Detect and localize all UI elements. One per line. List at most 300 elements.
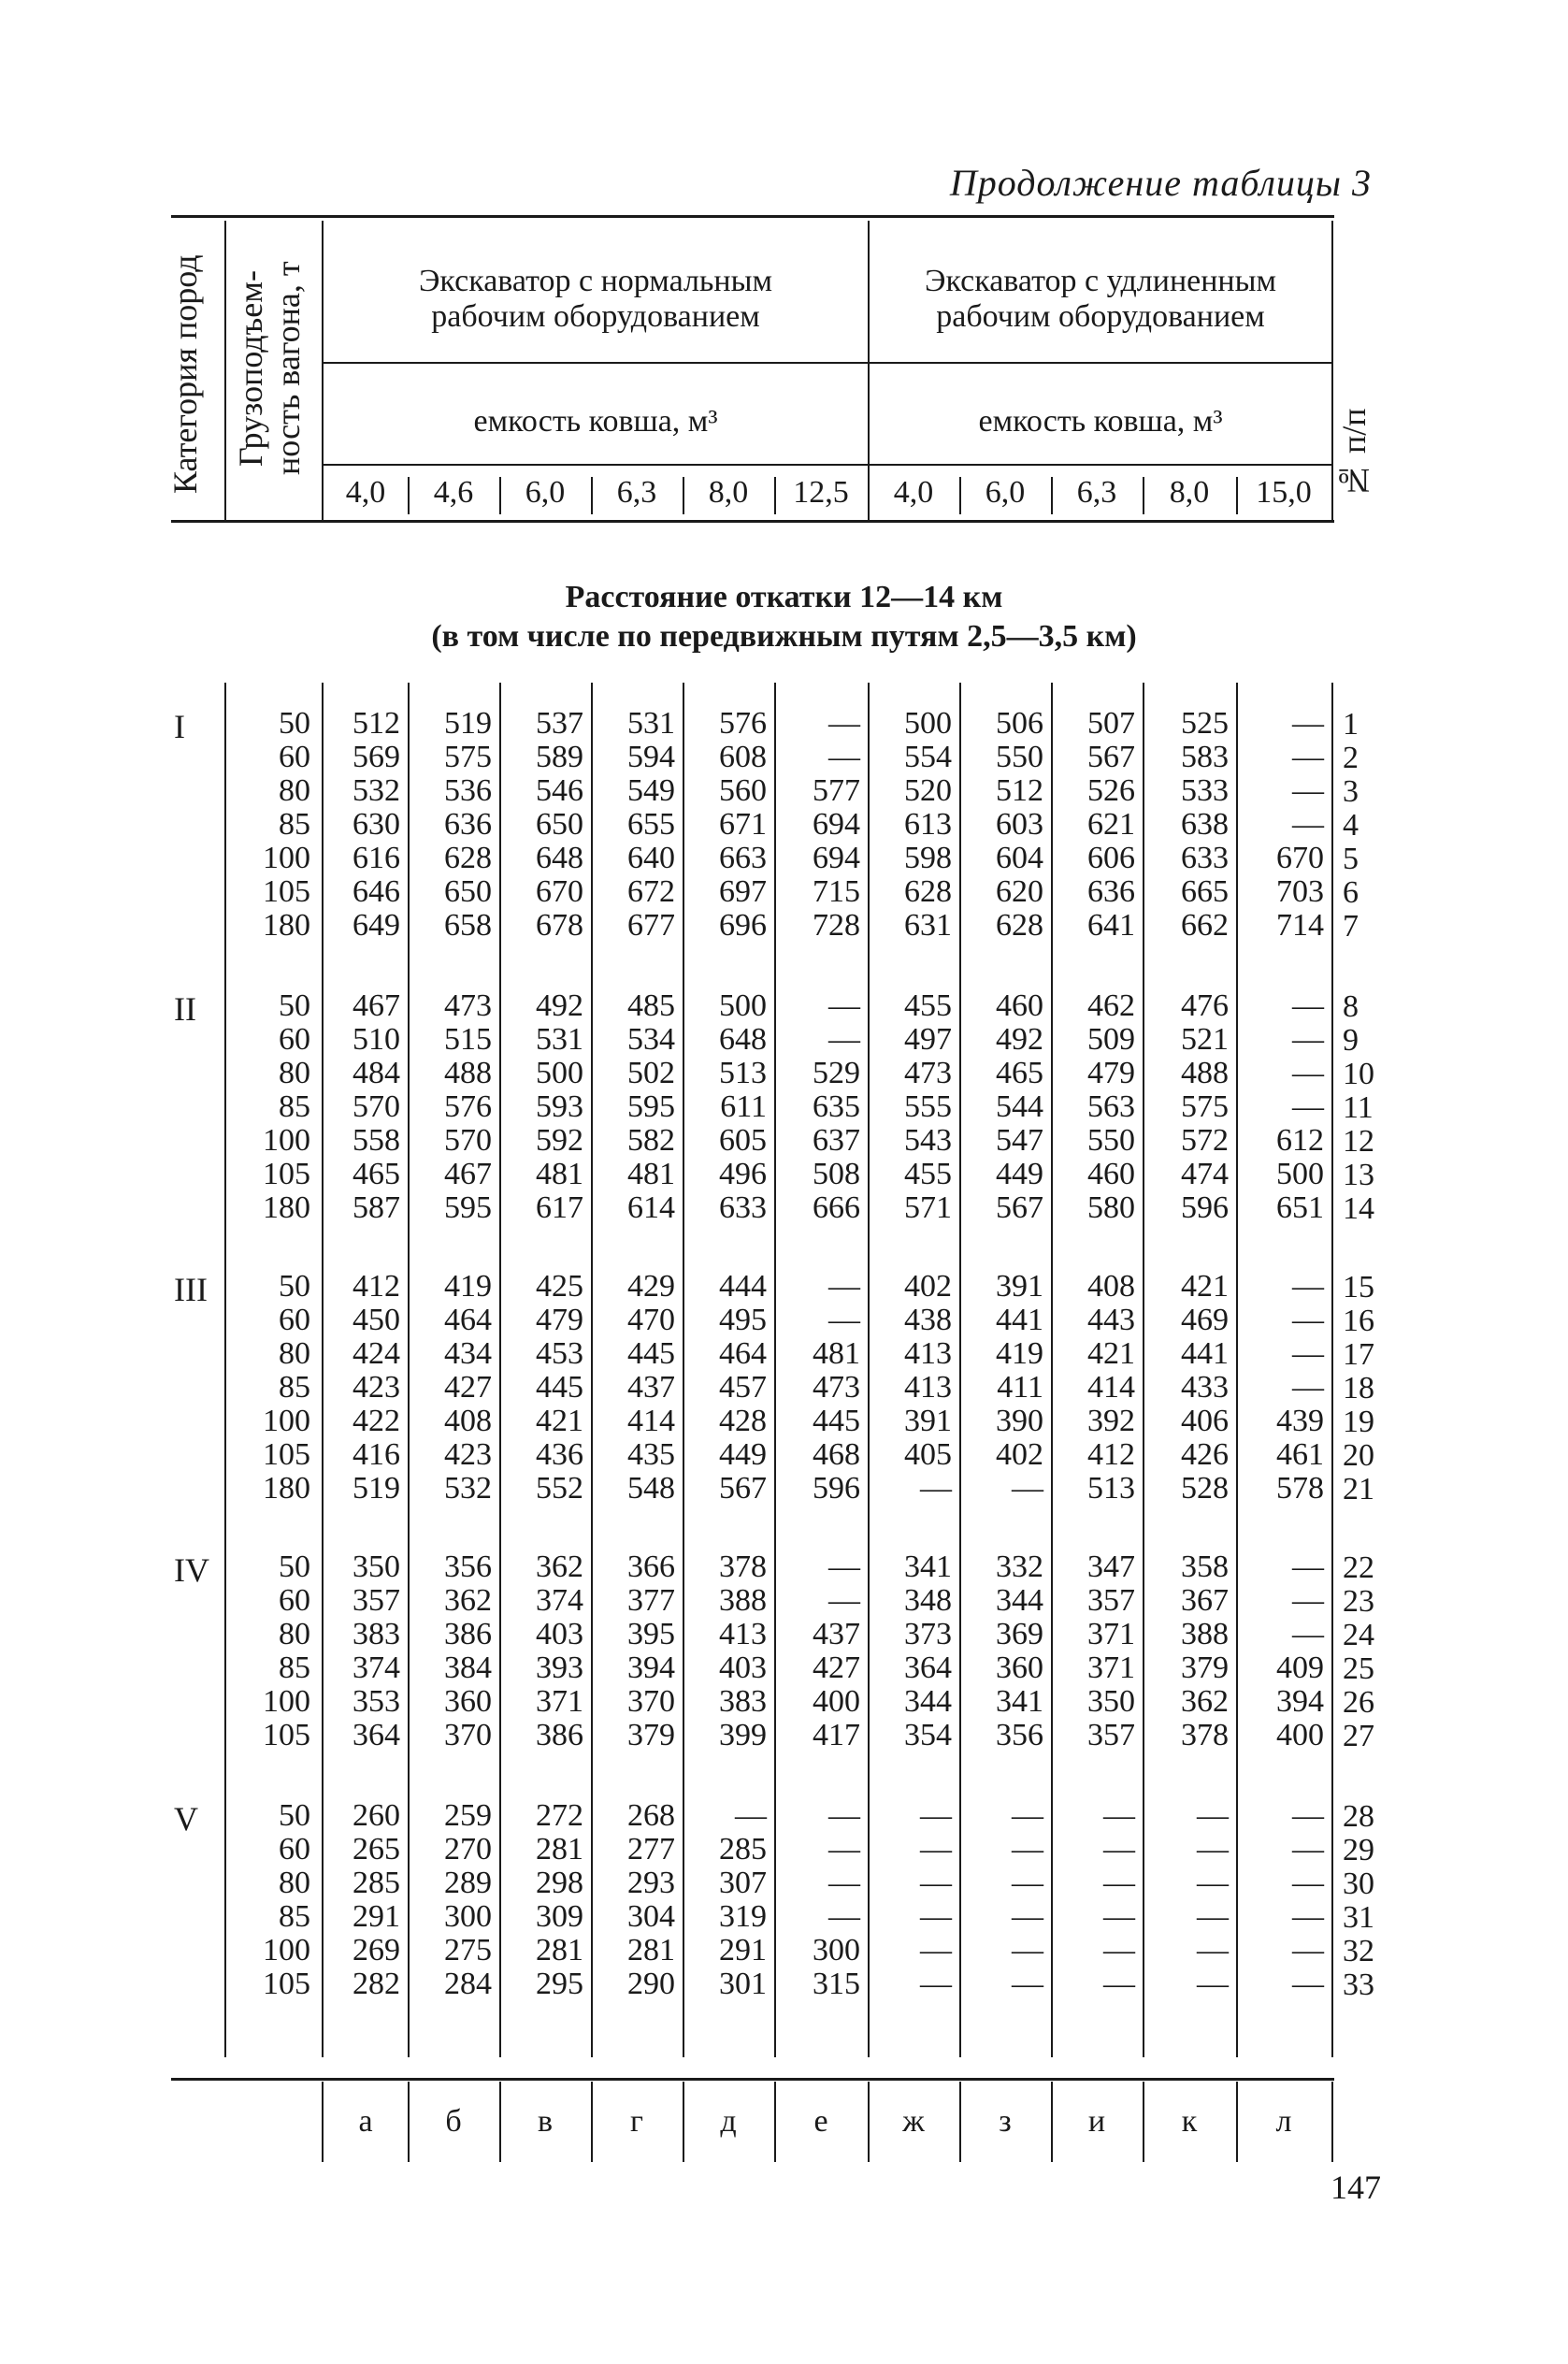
table-cell: 507 [1087, 706, 1135, 741]
table-cell: 577 [813, 773, 860, 808]
wagon-capacity: 100 [263, 1123, 310, 1158]
wagon-capacity: 50 [279, 706, 310, 741]
table-cell: 391 [996, 1269, 1043, 1304]
table-cell: — [1292, 1089, 1324, 1124]
table-cell: 358 [1181, 1550, 1229, 1584]
wagon-capacity: 50 [279, 1269, 310, 1304]
table-cell: — [1292, 773, 1324, 808]
wagon-capacity: 80 [279, 1866, 310, 1900]
table-cell: 295 [536, 1967, 583, 2001]
table-cell: 437 [627, 1370, 675, 1405]
table-cell: 362 [536, 1550, 583, 1584]
table-cell: 386 [536, 1718, 583, 1752]
table-cell: 694 [813, 807, 860, 842]
table-cell: 520 [904, 773, 952, 808]
table-cell: 519 [444, 706, 492, 741]
table-cell: 474 [1181, 1157, 1229, 1191]
table-cell: — [1197, 1899, 1229, 1934]
table-cell: 402 [904, 1269, 952, 1304]
table-cell: — [828, 740, 860, 774]
table-cell: 484 [352, 1056, 400, 1090]
wagon-capacity: 80 [279, 1336, 310, 1371]
table-cell: 531 [536, 1022, 583, 1057]
wagon-capacity: 50 [279, 1550, 310, 1584]
table-cell: 655 [627, 807, 675, 842]
table-cell: — [1292, 1617, 1324, 1651]
table-cell: 395 [627, 1617, 675, 1651]
table-cell: 379 [627, 1718, 675, 1752]
table-cell: 479 [536, 1303, 583, 1337]
table-cell: 400 [813, 1684, 860, 1719]
table-cell: 492 [536, 988, 583, 1023]
table-cell: 468 [813, 1437, 860, 1472]
rock-category: V [174, 1800, 198, 1838]
table-cell: 462 [1087, 988, 1135, 1023]
table-cell: 332 [996, 1550, 1043, 1584]
table-cell: 536 [444, 773, 492, 808]
column-letter: з [999, 2104, 1012, 2139]
row-number: 3 [1343, 774, 1359, 809]
table-cell: 677 [627, 908, 675, 943]
table-cell: 570 [352, 1089, 400, 1124]
table-cell: 479 [1087, 1056, 1135, 1090]
column-letter: д [720, 2104, 737, 2139]
table-cell: 457 [719, 1370, 767, 1405]
table-cell: 394 [627, 1650, 675, 1685]
table-cell: 531 [627, 706, 675, 741]
table-cell: 546 [536, 773, 583, 808]
table-cell: 544 [996, 1089, 1043, 1124]
table-cell: 606 [1087, 841, 1135, 875]
row-number: 27 [1343, 1719, 1374, 1753]
wagon-capacity: 105 [263, 1718, 310, 1752]
table-cell: — [1197, 1798, 1229, 1833]
table-cell: 651 [1276, 1190, 1324, 1225]
table-cell: 281 [536, 1933, 583, 1968]
table-cell: 694 [813, 841, 860, 875]
table-cell: 356 [444, 1550, 492, 1584]
wagon-capacity: 50 [279, 1798, 310, 1833]
table-cell: — [828, 1303, 860, 1337]
table-cell: 678 [536, 908, 583, 943]
size-separator [499, 477, 501, 514]
table-cell: — [1012, 1933, 1043, 1968]
table-cell: 592 [536, 1123, 583, 1158]
table-cell: 277 [627, 1832, 675, 1867]
table-cell: 383 [352, 1617, 400, 1651]
table-cell: 665 [1181, 874, 1229, 909]
table-cell: 636 [1087, 874, 1135, 909]
table-cell: 506 [996, 706, 1043, 741]
table-cell: 596 [813, 1471, 860, 1506]
table-cell: 589 [536, 740, 583, 774]
table-cell: 309 [536, 1899, 583, 1934]
table-cell: 319 [719, 1899, 767, 1934]
table-caption: Продолжение таблицы 3 [949, 162, 1372, 204]
table-cell: — [1012, 1866, 1043, 1900]
table-cell: 509 [1087, 1022, 1135, 1057]
table-cell: 569 [352, 740, 400, 774]
table-cell: 552 [536, 1471, 583, 1506]
table-cell: 391 [904, 1404, 952, 1438]
row-number: 19 [1343, 1405, 1374, 1439]
table-cell: — [920, 1798, 952, 1833]
table-cell: 390 [996, 1404, 1043, 1438]
table-cell: 575 [1181, 1089, 1229, 1124]
table-cell: 347 [1087, 1550, 1135, 1584]
column-letter: б [445, 2104, 462, 2139]
table-cell: 370 [627, 1684, 675, 1719]
table-cell: — [1292, 1899, 1324, 1934]
table-cell: — [1197, 1967, 1229, 2001]
table-cell: 419 [444, 1269, 492, 1304]
table-cell: — [920, 1967, 952, 2001]
footer-column-rule [1236, 2082, 1238, 2162]
table-cell: 379 [1181, 1650, 1229, 1685]
table-cell: 715 [813, 874, 860, 909]
table-cell: — [828, 706, 860, 741]
table-cell: 291 [719, 1933, 767, 1968]
table-cell: 560 [719, 773, 767, 808]
table-cell: — [1103, 1899, 1135, 1934]
size-separator [959, 477, 961, 514]
size-separator [774, 477, 776, 514]
header-divider [1331, 221, 1333, 520]
table-cell: — [1103, 1832, 1135, 1867]
table-cell: 533 [1181, 773, 1229, 808]
table-cell: 285 [719, 1832, 767, 1867]
table-cell: — [828, 1550, 860, 1584]
table-cell: 485 [627, 988, 675, 1023]
table-cell: 408 [444, 1404, 492, 1438]
row-number: 25 [1343, 1651, 1374, 1686]
bucket-top-rule [324, 362, 1331, 364]
table-cell: — [1292, 1022, 1324, 1057]
footer-rule [171, 2078, 1334, 2081]
footer-column-rule [1331, 2082, 1333, 2162]
table-cell: 526 [1087, 773, 1135, 808]
table-cell: 465 [352, 1157, 400, 1191]
table-cell: 265 [352, 1832, 400, 1867]
row-number: 33 [1343, 1968, 1374, 2002]
table-cell: 519 [352, 1471, 400, 1506]
table-cell: 567 [996, 1190, 1043, 1225]
rock-category: II [174, 990, 196, 1028]
table-cell: 537 [536, 706, 583, 741]
table-cell: 275 [444, 1933, 492, 1968]
wagon-capacity: 60 [279, 1022, 310, 1057]
table-cell: 611 [720, 1089, 767, 1124]
table-cell: 576 [444, 1089, 492, 1124]
table-cell: — [1292, 1933, 1324, 1968]
table-cell: — [1197, 1832, 1229, 1867]
column-letter: а [358, 2104, 373, 2139]
wagon-capacity: 180 [263, 908, 310, 943]
table-cell: — [828, 1583, 860, 1618]
table-cell: 383 [719, 1684, 767, 1719]
table-cell: 424 [352, 1336, 400, 1371]
table-cell: 543 [904, 1123, 952, 1158]
table-cell: 364 [904, 1650, 952, 1685]
table-cell: 697 [719, 874, 767, 909]
table-cell: 670 [1276, 841, 1324, 875]
table-cell: 392 [1087, 1404, 1135, 1438]
table-cell: 386 [444, 1617, 492, 1651]
table-cell: 260 [352, 1798, 400, 1833]
table-cell: 406 [1181, 1404, 1229, 1438]
table-cell: 473 [904, 1056, 952, 1090]
bucket-size-label: 6,3 [1076, 475, 1117, 510]
table-cell: 350 [352, 1550, 400, 1584]
table-cell: 604 [996, 841, 1043, 875]
table-cell: 488 [1181, 1056, 1229, 1090]
table-cell: 444 [719, 1269, 767, 1304]
row-number: 5 [1343, 842, 1359, 876]
footer-column-rule [1051, 2082, 1053, 2162]
table-cell: — [920, 1933, 952, 1968]
table-cell: 641 [1087, 908, 1135, 943]
table-cell: 593 [536, 1089, 583, 1124]
table-cell: 435 [627, 1437, 675, 1472]
table-cell: — [1103, 1866, 1135, 1900]
table-cell: — [1292, 988, 1324, 1023]
row-number: 2 [1343, 741, 1359, 775]
table-cell: 416 [352, 1437, 400, 1472]
table-cell: 513 [719, 1056, 767, 1090]
wagon-capacity: 85 [279, 807, 310, 842]
row-number: 16 [1343, 1304, 1374, 1338]
table-cell: — [1012, 1832, 1043, 1867]
table-cell: 467 [352, 988, 400, 1023]
table-cell: 496 [719, 1157, 767, 1191]
table-cell: 445 [813, 1404, 860, 1438]
col-capacity-header: Грузоподъем- ность вагона, т [232, 261, 307, 476]
table-cell: 411 [997, 1370, 1043, 1405]
table-cell: 649 [352, 908, 400, 943]
table-cell: 421 [1087, 1336, 1135, 1371]
table-cell: 534 [627, 1022, 675, 1057]
wagon-capacity: 85 [279, 1650, 310, 1685]
table-cell: — [1012, 1798, 1043, 1833]
column-letter: к [1181, 2104, 1198, 2139]
table-cell: 614 [627, 1190, 675, 1225]
table-cell: 371 [1087, 1650, 1135, 1685]
table-cell: 662 [1181, 908, 1229, 943]
table-cell: 515 [444, 1022, 492, 1057]
table-cell: 628 [444, 841, 492, 875]
table-cell: 356 [996, 1718, 1043, 1752]
table-cell: 378 [719, 1550, 767, 1584]
table-cell: 640 [627, 841, 675, 875]
table-cell: 269 [352, 1933, 400, 1968]
row-number: 28 [1343, 1799, 1374, 1834]
table-cell: 548 [627, 1471, 675, 1506]
table-cell: 300 [813, 1933, 860, 1968]
section-title-line: Расстояние откатки 12—14 км [565, 580, 1003, 614]
table-cell: 388 [719, 1583, 767, 1618]
table-cell: 427 [444, 1370, 492, 1405]
table-cell: — [920, 1866, 952, 1900]
table-cell: 408 [1087, 1269, 1135, 1304]
table-cell: 429 [627, 1269, 675, 1304]
table-cell: 500 [904, 706, 952, 741]
rock-category: III [174, 1271, 208, 1308]
row-number: 31 [1343, 1900, 1374, 1935]
row-number: 24 [1343, 1618, 1374, 1652]
wagon-capacity: 105 [263, 874, 310, 909]
table-cell: 450 [352, 1303, 400, 1337]
table-cell: 513 [1087, 1471, 1135, 1506]
table-cell: 666 [813, 1190, 860, 1225]
table-cell: 374 [352, 1650, 400, 1685]
column-letter: в [537, 2104, 554, 2139]
table-cell: 423 [444, 1437, 492, 1472]
table-cell: 341 [904, 1550, 952, 1584]
table-cell: 357 [1087, 1583, 1135, 1618]
table-cell: — [1292, 1798, 1324, 1833]
table-cell: 500 [719, 988, 767, 1023]
table-cell: 436 [536, 1437, 583, 1472]
table-cell: 403 [719, 1650, 767, 1685]
table-cell: 402 [996, 1437, 1043, 1472]
table-cell: 672 [627, 874, 675, 909]
table-cell: 598 [904, 841, 952, 875]
table-cell: 558 [352, 1123, 400, 1158]
table-cell: 481 [536, 1157, 583, 1191]
table-cell: 464 [444, 1303, 492, 1337]
size-separator [1051, 477, 1053, 514]
table-cell: 289 [444, 1866, 492, 1900]
table-cell: 341 [996, 1684, 1043, 1719]
wagon-capacity: 85 [279, 1899, 310, 1934]
row-number: 14 [1343, 1191, 1374, 1226]
table-cell: — [1292, 1550, 1324, 1584]
row-number: 1 [1343, 707, 1359, 742]
table-cell: 550 [1087, 1123, 1135, 1158]
table-cell: 512 [996, 773, 1043, 808]
table-cell: 637 [813, 1123, 860, 1158]
table-cell: 455 [904, 988, 952, 1023]
row-number: 6 [1343, 875, 1359, 910]
table-cell: 648 [536, 841, 583, 875]
table-cell: 403 [536, 1617, 583, 1651]
table-cell: 492 [996, 1022, 1043, 1057]
footer-column-rule [683, 2082, 684, 2162]
table-cell: 563 [1087, 1089, 1135, 1124]
wagon-capacity: 180 [263, 1190, 310, 1225]
table-cell: 476 [1181, 988, 1229, 1023]
table-cell: 575 [444, 740, 492, 774]
wagon-capacity: 100 [263, 1933, 310, 1968]
sizes-top-rule [324, 464, 1331, 466]
header-divider [224, 221, 226, 520]
table-cell: 502 [627, 1056, 675, 1090]
table-cell: 421 [536, 1404, 583, 1438]
table-cell: 291 [352, 1899, 400, 1934]
table-cell: — [920, 1899, 952, 1934]
table-cell: 512 [352, 706, 400, 741]
row-number: 12 [1343, 1124, 1374, 1159]
table-cell: 620 [996, 874, 1043, 909]
table-cell: 413 [904, 1336, 952, 1371]
table-cell: 650 [444, 874, 492, 909]
table-cell: 433 [1181, 1370, 1229, 1405]
table-cell: 377 [627, 1583, 675, 1618]
table-cell: 417 [813, 1718, 860, 1752]
table-cell: 508 [813, 1157, 860, 1191]
table-cell: 353 [352, 1684, 400, 1719]
table-cell: 567 [719, 1471, 767, 1506]
table-cell: 580 [1087, 1190, 1135, 1225]
col-category-header: Категория пород [166, 254, 204, 494]
table-cell: 633 [1181, 841, 1229, 875]
footer-column-rule [1143, 2082, 1144, 2162]
bucket-size-label: 6,0 [525, 475, 566, 510]
table-cell: 612 [1276, 1123, 1324, 1158]
row-number: 26 [1343, 1685, 1374, 1720]
size-separator [408, 477, 410, 514]
table-cell: 658 [444, 908, 492, 943]
table-cell: 362 [1181, 1684, 1229, 1719]
table-cell: 360 [996, 1650, 1043, 1685]
wagon-capacity: 80 [279, 1056, 310, 1090]
table-cell: — [1292, 1866, 1324, 1900]
bucket-size-label: 12,5 [793, 475, 849, 510]
wagon-capacity: 60 [279, 740, 310, 774]
table-cell: 583 [1181, 740, 1229, 774]
table-cell: — [828, 988, 860, 1023]
table-cell: 469 [1181, 1303, 1229, 1337]
table-cell: 481 [813, 1336, 860, 1371]
table-cell: 570 [444, 1123, 492, 1158]
table-cell: 628 [904, 874, 952, 909]
table-cell: — [1292, 1583, 1324, 1618]
column-letter: ж [902, 2104, 925, 2139]
row-number: 30 [1343, 1867, 1374, 1901]
table-cell: 422 [352, 1404, 400, 1438]
table-cell: 628 [996, 908, 1043, 943]
table-cell: 460 [996, 988, 1043, 1023]
table-cell: 270 [444, 1832, 492, 1867]
table-cell: 500 [1276, 1157, 1324, 1191]
table-cell: 465 [996, 1056, 1043, 1090]
footer-column-rule [408, 2082, 410, 2162]
table-cell: 521 [1181, 1022, 1229, 1057]
group-normal-header: Экскаватор с нормальным рабочим оборудованием [418, 264, 772, 334]
table-cell: 714 [1276, 908, 1324, 943]
row-number: 7 [1343, 909, 1359, 944]
table-cell: 567 [1087, 740, 1135, 774]
bucket-size-label: 4,0 [893, 475, 934, 510]
table-cell: 630 [352, 807, 400, 842]
table-cell: 421 [1181, 1269, 1229, 1304]
row-number: 15 [1343, 1270, 1374, 1305]
table-cell: 293 [627, 1866, 675, 1900]
table-cell: 648 [719, 1022, 767, 1057]
table-cell: 596 [1181, 1190, 1229, 1225]
bucket-size-label: 4,6 [433, 475, 474, 510]
table-cell: 344 [904, 1684, 952, 1719]
footer-column-rule [499, 2082, 501, 2162]
table-cell: 409 [1276, 1650, 1324, 1685]
page-number: 147 [1331, 2169, 1381, 2206]
bucket-normal-header: емкость ковша, м³ [473, 404, 718, 439]
table-cell: 344 [996, 1583, 1043, 1618]
bucket-extended-header: емкость ковша, м³ [978, 404, 1223, 439]
table-cell: 621 [1087, 807, 1135, 842]
table-cell: 434 [444, 1336, 492, 1371]
table-cell: 437 [813, 1617, 860, 1651]
